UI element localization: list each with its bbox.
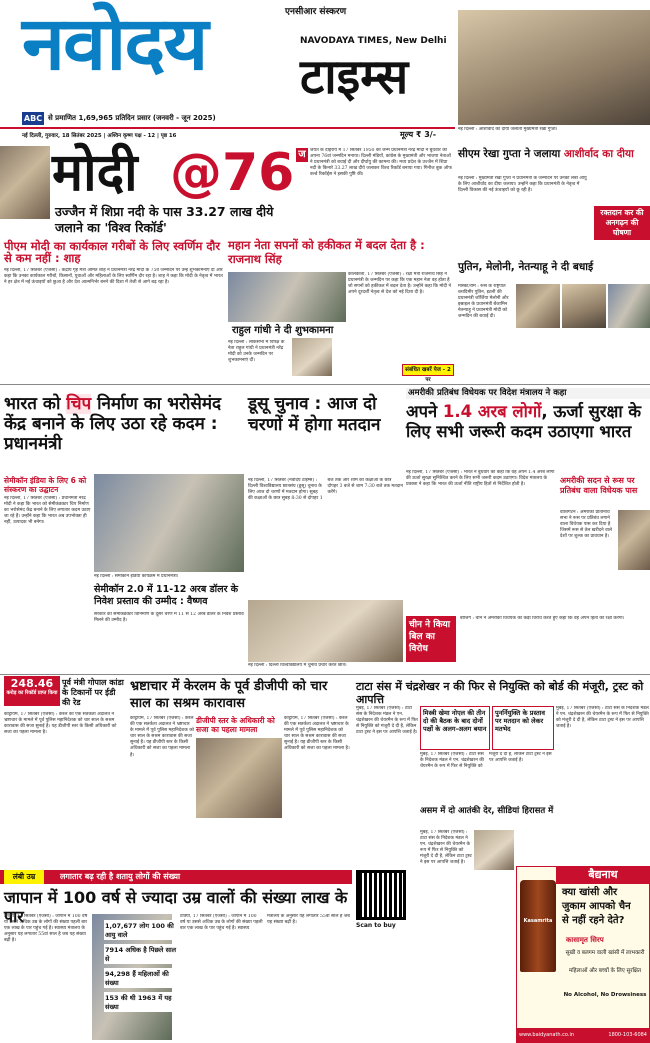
price: मूल्य ₹ 3/- xyxy=(400,130,437,139)
kerala-photo xyxy=(196,738,282,818)
rahul-caption-body: नई दिल्ली : लोकसभा में विपक्ष के नेता राहुल गांधी ने प्रधानमंत्री नरेंद्र मोदी को उनके जन्मदिन पर शुभकामनाएं दीं। xyxy=(228,340,285,364)
edition-tag: एनसीआर संस्करण xyxy=(285,7,347,17)
rajnath-headline: महान नेता सपनों को हकीकत में बदल देता है : राजनाथ सिंह xyxy=(228,238,425,266)
pm-portrait xyxy=(0,146,50,219)
ad-tag-3: महिलाओं और बच्चों के लिए सुरक्षित xyxy=(568,968,642,974)
ad-bottle xyxy=(520,880,556,972)
lead-headline-name: मोदी xyxy=(52,143,138,203)
tata-body-3: मुंबई, 17 सितंबर (एजेंसी) : टाटा संस के निदेशक मंडल ने एन. चंद्रशेखरन की चेयरमैन के रूप में फिर से नियुक्ति को मंजूरी दे दी है, लेकिन टाटा ट्रस्ट ने इस पर आपत्ति जताई है। xyxy=(420,752,552,770)
english-name: NAVODAYA TIMES, New Delhi xyxy=(300,36,447,46)
tata-headline: टाटा संस में चंद्रशेखर न की फिर से नियुक्ति को बोर्ड की मंजूरी, ट्रस्ट को आपत्ति xyxy=(356,680,644,706)
kerala-sub: डीजीपी स्तर के अधिकारी को सजा का पहला मामला xyxy=(196,716,275,734)
japan-kicker-text: लगातार बढ़ रही है शतायु लोगों की संख्या xyxy=(60,872,181,881)
dusu-headline: डूसू चुनाव : आज दो चरणों में होगा मतदान xyxy=(248,394,381,435)
divider-mid xyxy=(0,674,650,675)
energy-kicker: अमरीकी प्रतिबंध विधेयक पर विदेश मंत्रालय ने कहा xyxy=(406,388,650,399)
ad-footer-phone: 1800-103-6084 xyxy=(608,1032,647,1038)
ad-brand: बैद्यनाथ xyxy=(556,866,650,884)
tata-body-2: मुंबई, 17 सितंबर (एजेंसी) : टाटा संस के निदेशक मंडल ने एन. चंद्रशेखरन की चेयरमैन के रूप में फिर से नियुक्ति को मंजूरी दे दी है, लेकिन टाटा ट्रस्ट ने इस पर आपत्ति जताई है। xyxy=(556,706,649,730)
energy-body: नई दिल्ली, 17 सितंबर (एजेंसी) : भारत ने बुधवार को कहा कि वह अपने 1.4 अरब लोगों की ऊर्जा सुरक्षा सुनिश्चित करने के लिए सभी जरूरी कदम उठाएगा। विदेश मंत्रालय के प्रवक्ता ने कहा कि भारत की ऊर्जा नीति राष्ट्रीय हितों से निर्देशित होती है। xyxy=(406,470,555,488)
kerala-headline: भ्रष्टाचार में केरलम के पूर्व डीजीपी को चार साल का सश्रम कारावास xyxy=(130,679,328,711)
circulation: से प्रमाणित 1,69,965 प्रतिदिन प्रसार (जनवरी - जून 2025) xyxy=(48,114,216,122)
ad-tag-4: No Alcohol, No Drowsiness xyxy=(563,992,647,998)
japan-body: टोक्यो, 17 सितंबर (एजेंसी) : जापान में 100 वर्ष या उससे अधिक उम्र के लोगों की संख्या पहली बार एक लाख के पार पहुंच गई है। स्वास्थ्य मंत्रालय के अनुसार यह लगातार 55वां साल है जब यह संख्या बढ़ी है। xyxy=(4,914,88,944)
dusu-photo xyxy=(248,600,403,662)
tata-box-2 xyxy=(492,706,554,750)
japan-bullet: 1,07,677 लोग 100 की आयु वाले xyxy=(104,920,180,940)
cm-body: नई दिल्ली : मुख्यमंत्री रेखा गुप्ता ने प्रधानमंत्री के जन्मदिन पर उनकी लंबी आयु के लिए आशीर्वाद का दीया जलाया। उन्होंने कहा कि प्रधानमंत्री के नेतृत्व में दिल्ली विकास की नई ऊंचाइयों को छू रही है। xyxy=(458,176,587,194)
ad-footer xyxy=(516,1028,650,1043)
lead-body: जयंत के दोहराय में 17 सितंबर 1950 को जन्मे प्रधानमंत्री नरेंद्र मोदी ने बुधवार को अपना 76वां जन्मदिन मनाया। दिल्ली मंडियों, कांग्रेस के मुख्यमंत्री और भाजपा नेताओं ने प्रधानमंत्री को बधाई दी और दीर्घायु की कामना की। मध्य प्रदेश के उज्जैन में शिप्रा नदी के किनारे 33.27 लाख दीये जलाकर विश्व रिकॉर्ड बनाया गया। गिनीज बुक ऑफ वर्ल्ड रिकॉर्ड्स ने इसकी पुष्टि की। xyxy=(310,148,452,178)
drop-letter: ज xyxy=(296,148,308,162)
qr-label: Scan to buy xyxy=(356,922,396,929)
ad-question-1: क्या खांसी और xyxy=(562,887,618,898)
chip-headline-a: भारत को xyxy=(4,394,67,414)
chip-photo-caption: नई दिल्ली : सेमीकॉन इंडिया कार्यक्रम में प्रधानमंत्री। xyxy=(94,574,179,579)
assam-body: मुंबई, 17 सितंबर (एजेंसी) : टाटा संस के निदेशक मंडल ने एन. चंद्रशेखरन की चेयरमैन के रूप में फिर से नियुक्ति को मंजूरी दे दी है, लेकिन टाटा ट्रस्ट ने इस पर आपत्ति जताई है। xyxy=(420,830,472,866)
dusu-body: नई दिल्ली, 17 सितंबर (नवोदय टाइम्स) : दिल्ली विश्वविद्यालय छात्रसंघ (डूसू) चुनाव के लिए आज दो चरणों में मतदान होगा। सुबह की कक्षाओं के छात्र सुबह 8:30 से दोपहर 1 बजे तक और शाम की कक्षाओं के छात्र दोपहर 3 बजे से शाम 7:30 बजे तक मतदान करेंगे। xyxy=(248,478,403,502)
lead-headline-num: @76 xyxy=(170,143,295,203)
ed-raid-body: कोट्टायम, 17 सितंबर (एजेंसी) : केरल की एक सतर्कता अदालत ने भ्रष्टाचार के मामले में पूर्व पुलिस महानिदेशक को चार साल के सश्रम कारावास की सजा सुनाई है। यह डीजीपी स्तर के किसी अधिकारी को सजा का पहला मामला है। xyxy=(4,712,117,736)
dateline: नई दिल्ली, गुरुवार, 18 सितंबर 2025 | अश्विन कृष्ण पक्ष - 12 | पृष्ठ 16 xyxy=(22,133,177,139)
energy-headline-c: , ऊर्जा सुरक्षा के लिए सभी जरूरी कदम उठाएगा भारत xyxy=(406,402,642,441)
logo-suffix: टाइम्स xyxy=(300,49,409,105)
japan-bullets xyxy=(104,920,180,1016)
tata-box-1-head: मिस्त्री खेमा नोएल की तीन दो की बैठक के बाद दोनों पक्षों के अलग-अलग बयान xyxy=(423,709,487,733)
japan-bullet: 153 की थी 1963 में यह संख्या xyxy=(104,992,180,1012)
chip-photo xyxy=(94,474,244,572)
cm-callout: रक्तदान कर की अनगढ़न की घोषणा xyxy=(594,206,650,240)
chip-headline xyxy=(4,394,244,454)
energy-headline-a: अपने xyxy=(406,402,443,421)
ed-raid-amount: 248.46 xyxy=(10,677,54,690)
cm-headline-b: आशीर्वाद का दीया xyxy=(563,148,634,160)
logo-title: नवोदय xyxy=(22,1,207,87)
tata-body: मुंबई, 17 सितंबर (एजेंसी) : टाटा संस के निदेशक मंडल ने एन. चंद्रशेखरन की चेयरमैन के रूप में फिर से नियुक्ति को मंजूरी दे दी है, लेकिन टाटा ट्रस्ट ने इस पर आपत्ति जताई है। xyxy=(356,706,418,736)
rahul-caption-title: राहुल गांधी ने दी शुभकामना xyxy=(232,325,334,336)
masthead-rule xyxy=(0,127,455,129)
divider-top xyxy=(0,384,650,385)
cm-headline-a: सीएम रेखा गुप्ता ने जलाया xyxy=(458,148,564,160)
masthead xyxy=(0,0,455,146)
cm-diya-caption: नई दिल्ली : आशीर्वाद का दीया जलाती मुख्यमंत्री रेखा गुप्ता। xyxy=(458,127,558,132)
us-bill-photo xyxy=(618,510,650,570)
putin-body: मॉस्को/रोम : रूस के राष्ट्रपति व्लादिमीर पुतिन, इटली की प्रधानमंत्री जॉर्जिया मेलोनी और इस्राइल के प्रधानमंत्री बेंजामिन नेतन्याहू ने प्रधानमंत्री मोदी को जन्मदिन की बधाई दी। xyxy=(458,284,509,320)
cm-headline xyxy=(458,148,650,161)
ad-question-3: से नहीं रहने देते? xyxy=(562,915,625,926)
japan-body-2: टोक्यो, 17 सितंबर (एजेंसी) : जापान में 100 वर्ष या उससे अधिक उम्र के लोगों की संख्या पहली बार एक लाख के पार पहुंच गई है। स्वास्थ्य मंत्रालय के अनुसार यह लगातार 55वां साल है जब यह संख्या बढ़ी है। xyxy=(180,914,350,932)
pm-story-headline: पीएम मोदी का कार्यकाल गरीबों के लिए स्वर्णिम दौर से कम नहीं : शाह xyxy=(4,239,221,266)
energy-headline xyxy=(406,402,650,442)
tata-box-2-head: पुनर्नियुक्ति के प्रस्ताव पर मतदान को लेकर मतभेद xyxy=(495,709,545,733)
us-bill-headline: अमरीकी सदन से रूस पर प्रतिबंध वाला विधेयक पास xyxy=(560,476,638,495)
kerala-body-2: कोट्टायम, 17 सितंबर (एजेंसी) : केरल की एक सतर्कता अदालत ने भ्रष्टाचार के मामले में पूर्व पुलिस महानिदेशक को चार साल के सश्रम कारावास की सजा सुनाई है। यह डीजीपी स्तर के किसी अधिकारी को सजा का पहला मामला है। xyxy=(284,716,350,752)
kerala-body: कोट्टायम, 17 सितंबर (एजेंसी) : केरल की एक सतर्कता अदालत ने भ्रष्टाचार के मामले में पूर्व पुलिस महानिदेशक को चार साल के सश्रम कारावास की सजा सुनाई है। यह डीजीपी स्तर के किसी अधिकारी को सजा का पहला मामला है। xyxy=(130,716,194,758)
china-headline: चीन ने किया बिल का विरोध xyxy=(406,616,456,662)
netanyahu-photo xyxy=(608,284,650,328)
chip-headline-b: चिप xyxy=(66,394,92,414)
cm-diya-photo xyxy=(458,10,650,125)
ed-raid-box xyxy=(4,676,60,706)
japan-bullet: 94,298 हैं महिलाओं की संख्या xyxy=(104,968,180,988)
japan-kicker: लंबी उम्र xyxy=(4,870,44,884)
semicon-body: सरकार को सेमीकंडक्टर विनिर्माण के दूसरे चरण में 11 से 12 अरब डॉलर के निवेश प्रस्ताव मिलने की उम्मीद है। xyxy=(94,612,244,624)
meloni-photo xyxy=(562,284,606,328)
pm-story-body: नई दिल्ली, 17 सितंबर (एजेंसी) : केंद्रीय गृह मंत्री अमित शाह ने प्रधानमंत्री नरेंद्र मोदी के 75वें जन्मदिन पर उन्हें शुभकामनाएं दीं और कहा कि उनका कार्यकाल गरीबों, किसानों, युवाओं और महिलाओं के लिए स्वर्णिम दौर रहा है। शाह ने कहा कि मोदी के नेतृत्व में भारत ने हर क्षेत्र में नई ऊंचाइयों को छुआ है और देश आत्मनिर्भर बनने की दिशा में तेजी से आगे बढ़ रहा है। xyxy=(4,268,223,286)
ad-question-2: जुकाम आपको चैन xyxy=(562,901,631,912)
chip-body: नई दिल्ली, 17 सितंबर (एजेंसी) : प्रधानमंत्री नरेंद्र मोदी ने कहा कि भारत को सेमीकंडक्टर चिप निर्माण का भरोसेमंद केंद्र बनाने के लिए लगातार कदम उठाए जा रहे हैं। उन्होंने कहा कि भारत अब उपभोक्ता ही नहीं, उत्पादक भी बनेगा। xyxy=(4,496,91,526)
japan-bullet: 7914 अधिक है पिछले साल से xyxy=(104,944,180,964)
energy-headline-b: 1.4 अरब लोगों xyxy=(442,402,542,421)
chip-headline-c: निर्माण का भरोसेमंद केंद्र बनाने के लिए उठा रहे कदम : प्रधानमंत्री xyxy=(4,394,222,454)
assam-photo xyxy=(474,830,514,870)
ed-raid-label: करोड़ का रिकॉर्ड प्राप्त किया xyxy=(6,690,58,696)
putin-photo xyxy=(516,284,560,328)
tata-box-1 xyxy=(420,706,490,750)
ad-footer-site: www.baidyanath.co.in xyxy=(519,1032,575,1038)
us-bill-body: वॉशिंगटन : अमरीकी प्रतिनिधि सभा ने रूस पर प्रतिबंध लगाने वाला विधेयक पास कर दिया है जिसमें रूस से तेल खरीदने वाले देशों पर शुल्क का प्रावधान है। xyxy=(560,510,612,540)
chip-sub: सेमीकॉन इंडिया के लिए 6 को संस्करण का उद्घाटन xyxy=(4,476,87,494)
dusu-caption: नई दिल्ली : दिल्ली विश्वविद्यालय में चुनाव प्रचार करते छात्र। xyxy=(248,663,347,668)
ad-product: Kasamrita xyxy=(523,918,553,924)
abc-badge: ABC xyxy=(23,114,43,123)
rajnath-photo xyxy=(228,272,346,322)
japan-headline: जापान में 100 वर्ष से ज्यादा उम्र वालों की संख्या लाख के पार xyxy=(4,888,348,926)
china-body: बीजिंग : चीन ने अमरीकी विधेयक का कड़ा विरोध करते हुए कहा कि वह अपने हितों की रक्षा करेगा। xyxy=(460,616,625,621)
qr-code[interactable] xyxy=(356,870,406,920)
assam-headline: असम में दो आतंकी देर, सीडियां हिरासत में xyxy=(420,806,554,816)
ad-tag-1: कासामृत सिरप xyxy=(566,936,604,944)
rahul-photo xyxy=(292,338,332,376)
rajnath-body: कोलकाता, 17 सितंबर (एजेंसी) : रक्षा मंत्री राजनाथ सिंह ने प्रधानमंत्री के जन्मदिन पर कहा कि एक महान नेता वह होता है जो सपनों को हकीकत में बदल देता है। उन्होंने कहा कि मोदी ने अपने दूरदर्शी नेतृत्व से देश को नई दिशा दी है। xyxy=(348,272,452,296)
ed-raid-headline: पूर्व मंत्री गोपाल कांडा के टिकानों पर ईडी की रेड xyxy=(62,678,124,707)
ad-tag-2: सूखी व बलगम वाली खांसी में लाभकारी xyxy=(565,950,645,956)
semicon-headline: सेमीकॉन 2.0 में 11-12 अरब डॉलर के निवेश प्रस्ताव की उम्मीद : वैष्णव xyxy=(94,584,239,607)
lead-subhead: उज्जैन में शिप्रा नदी के पास 33.27 लाख दीये जलाने का 'विश्व रिकॉर्ड' xyxy=(55,204,274,235)
related-link[interactable] xyxy=(402,364,454,383)
putin-headline: पुतिन, मेलोनी, नेतन्याहू ने दी बधाई xyxy=(458,261,594,273)
related-link-label: संबंधित खबरें पेज - 2 पर xyxy=(405,367,451,383)
